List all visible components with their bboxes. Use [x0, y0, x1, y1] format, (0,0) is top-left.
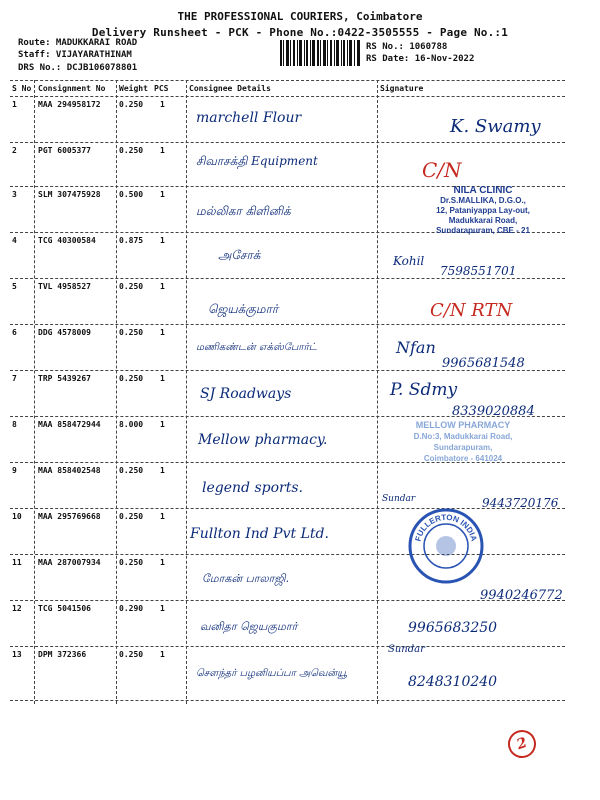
row-consignee: Mellow pharmacy. — [198, 432, 328, 448]
row-sno: 1 — [12, 100, 17, 109]
route-label: Route: MADUKKARAI ROAD — [18, 38, 138, 48]
row-pcs: 1 — [160, 512, 165, 521]
row-weight: 0.290 — [119, 604, 144, 613]
row-consignee: legend sports. — [202, 480, 303, 496]
column-divider — [377, 80, 378, 704]
row-weight: 0.250 — [119, 146, 144, 155]
row-divider — [10, 324, 565, 325]
row-pcs: 1 — [160, 420, 165, 429]
row-pcs: 1 — [160, 328, 165, 337]
row-weight: 0.250 — [119, 558, 144, 567]
stamp-line: MELLOW PHARMACY — [415, 420, 511, 430]
row-consignee: Fullton Ind Pvt Ltd. — [190, 526, 329, 542]
stamp-line: Coimbatore - 641024 — [423, 454, 503, 463]
stamp-line: Madukkarai Road, — [448, 216, 518, 225]
row-weight: 8.000 — [119, 420, 144, 429]
row-consignee: ஜெயக்குமார் — [208, 302, 279, 316]
row-consignee: சௌந்தர் பழனியப்பா அவென்யூ — [196, 668, 348, 679]
row-pcs: 1 — [160, 100, 165, 109]
column-header-sno: S No — [12, 84, 32, 93]
row-divider — [10, 700, 565, 701]
row-pcs: 1 — [160, 650, 165, 659]
row-consignment-no: MAA 858472944 — [38, 420, 101, 429]
stamp-line: Sundarapuram, — [433, 443, 493, 452]
row-weight: 0.250 — [119, 466, 144, 475]
signature-row-4: Kohil — [393, 254, 425, 268]
rs-date: RS Date: 16-Nov-2022 — [366, 54, 475, 64]
row-pcs: 1 — [160, 466, 165, 475]
page-mark-text: 2 — [514, 734, 530, 754]
column-divider — [116, 80, 117, 704]
stamp-line: 12, Pataniyappa Lay-out, — [436, 206, 530, 215]
page-number-mark — [504, 726, 540, 762]
column-header-pcs: PCS — [154, 84, 169, 93]
row-sno: 6 — [12, 328, 17, 337]
runsheet-subtitle: Delivery Runsheet - PCK - Phone No.:0422-3505555 - Page No.:1 — [91, 26, 509, 39]
column-header-consignment: Consignment No — [38, 84, 106, 93]
row-pcs: 1 — [160, 236, 165, 245]
row-consignment-no: MAA 287007934 — [38, 558, 101, 567]
row-divider — [10, 278, 565, 279]
row-consignee: அசோக் — [218, 248, 261, 262]
rs-number: RS No.: 1060788 — [366, 42, 448, 52]
row-weight: 0.250 — [119, 512, 144, 521]
row-consignee: SJ Roadways — [200, 386, 292, 402]
row-divider — [10, 96, 565, 97]
row-sno: 7 — [12, 374, 17, 383]
column-divider — [34, 80, 35, 704]
signature-row-6: Nfan — [396, 338, 436, 357]
column-header-weight: Weight — [119, 84, 148, 93]
seal-text: FULLERTON INDIA — [413, 512, 479, 543]
mellow-pharmacy-stamp — [378, 420, 548, 464]
row-pcs: 1 — [160, 282, 165, 291]
phone-row-4: 7598551701 — [440, 264, 517, 278]
row-consignment-no: DDG 4578009 — [38, 328, 91, 337]
row-sno: 3 — [12, 190, 17, 199]
row-weight: 0.250 — [119, 650, 144, 659]
stamp-line: NILA CLINIC — [453, 185, 513, 196]
phone-row-12: 9965683250 — [408, 620, 498, 636]
row-sno: 12 — [12, 604, 22, 613]
cn-mark-row-2: C/N — [422, 158, 462, 182]
row-weight: 0.875 — [119, 236, 144, 245]
row-pcs: 1 — [160, 604, 165, 613]
column-header-consignee: Consignee Details — [189, 84, 271, 93]
phone-row-11: 9940246772 — [480, 588, 563, 603]
signature-row-9: Sundar — [382, 494, 416, 504]
row-consignment-no: MAA 295769668 — [38, 512, 101, 521]
stamp-line: Dr.S.MALLIKA, D.G.O., — [440, 196, 526, 205]
row-consignment-no: TRP 5439267 — [38, 374, 91, 383]
row-consignment-no: MAA 858402548 — [38, 466, 101, 475]
row-consignment-no: DPM 372366 — [38, 650, 87, 659]
stamp-line: Sundarapuram, CBE - 21 — [436, 226, 530, 235]
row-sno: 2 — [12, 146, 17, 155]
stamp-line: D.No:3, Madukkarai Road, — [413, 432, 513, 441]
row-consignment-no: TCG 40300584 — [38, 236, 96, 245]
row-sno: 11 — [12, 558, 22, 567]
phone-row-6: 9965681548 — [442, 356, 525, 371]
row-consignee: marchell Flour — [196, 110, 302, 126]
drs-number: DRS No.: DCJB106078801 — [18, 63, 138, 73]
staff-label: Staff: VIJAYARATHINAM — [18, 50, 132, 60]
barcode-icon — [280, 40, 360, 66]
row-consignee: வனிதா ஜெயகுமார் — [200, 620, 298, 633]
row-weight: 0.250 — [119, 374, 144, 383]
row-sno: 8 — [12, 420, 17, 429]
signature-row-7: P. Sdmy — [390, 380, 458, 400]
row-sno: 4 — [12, 236, 17, 245]
row-divider — [10, 142, 565, 143]
row-pcs: 1 — [160, 374, 165, 383]
row-pcs: 1 — [160, 146, 165, 155]
runsheet-table — [10, 80, 565, 704]
row-consignment-no: TVL 4958527 — [38, 282, 91, 291]
row-sno: 9 — [12, 466, 17, 475]
row-sno: 13 — [12, 650, 22, 659]
row-divider — [10, 646, 565, 647]
row-consignment-no: MAA 294958172 — [38, 100, 101, 109]
row-consignee: மல்லிகா கிளினிக் — [196, 204, 291, 218]
row-weight: 0.250 — [119, 282, 144, 291]
row-divider — [10, 80, 565, 81]
fullerton-seal — [406, 506, 486, 586]
row-weight: 0.250 — [119, 100, 144, 109]
cn-rtn-mark-row-5: C/N RTN — [430, 300, 513, 321]
row-weight: 0.250 — [119, 328, 144, 337]
row-consignee: மணிகண்டன் எக்ஸ்போர்ட் — [196, 342, 317, 353]
column-divider — [186, 80, 187, 704]
row-weight: 0.500 — [119, 190, 144, 199]
signature-row-13: Sundar — [388, 644, 425, 655]
row-consignee: மோகன் பாலாஜி. — [202, 572, 290, 585]
row-consignment-no: TCG 5041506 — [38, 604, 91, 613]
row-consignment-no: PGT 6005377 — [38, 146, 91, 155]
nila-clinic-stamp — [408, 186, 558, 236]
phone-row-7: 8339020884 — [452, 404, 535, 419]
row-consignment-no: SLM 307475928 — [38, 190, 101, 199]
row-sno: 5 — [12, 282, 17, 291]
column-header-signature: Signature — [380, 84, 424, 93]
row-pcs: 1 — [160, 190, 165, 199]
phone-row-9: 9443720176 — [482, 496, 559, 510]
row-pcs: 1 — [160, 558, 165, 567]
phone-row-13: 8248310240 — [408, 674, 498, 690]
round-seal-icon — [406, 506, 486, 586]
company-title: THE PROFESSIONAL COURIERS, Coimbatore — [177, 10, 423, 23]
row-sno: 10 — [12, 512, 22, 521]
row-consignee: சிவாசக்தி Equipment — [196, 154, 318, 168]
signature-row-1: K. Swamy — [450, 116, 541, 137]
